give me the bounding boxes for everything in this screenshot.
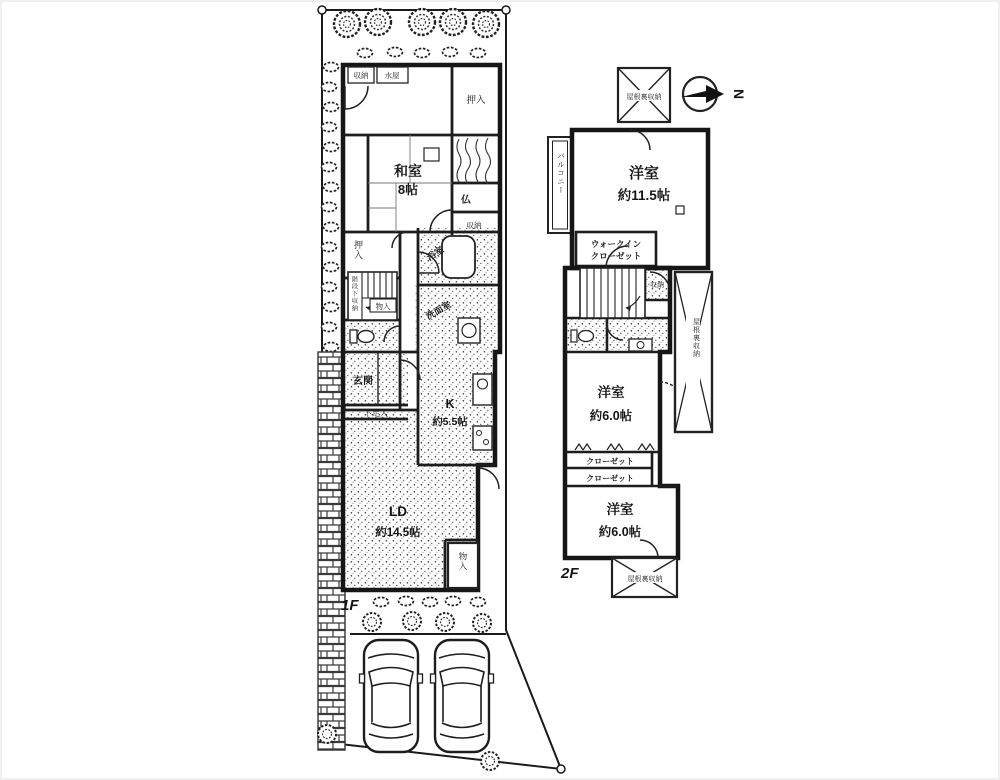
basin-icon bbox=[629, 339, 652, 351]
shuno-e-label: 収納 bbox=[466, 221, 482, 230]
toilet-2f-icon bbox=[571, 330, 594, 342]
wic-label-1: ウォークイン bbox=[590, 239, 642, 249]
balcony bbox=[548, 137, 572, 233]
tokobashira-box bbox=[424, 148, 439, 161]
main-room-size: 約11.5帖 bbox=[617, 188, 671, 203]
balcony-label: バルコニー bbox=[556, 152, 566, 195]
bush-icon bbox=[481, 752, 499, 770]
mid-room-size: 約6.0帖 bbox=[589, 409, 633, 423]
attic-bottom-box bbox=[612, 558, 677, 597]
mizuya-label: 水屋 bbox=[384, 71, 400, 80]
attic-side-strip bbox=[675, 272, 712, 432]
bush-row-icons bbox=[363, 612, 491, 632]
plan-2f bbox=[548, 68, 747, 597]
car-icon bbox=[360, 640, 423, 752]
bush-icon bbox=[318, 725, 336, 743]
oshiire-w-label: 押入 bbox=[353, 240, 363, 260]
attic-top-box bbox=[618, 68, 670, 122]
kitchen-size: 約5.5帖 bbox=[432, 416, 468, 428]
ld-size: 約14.5帖 bbox=[375, 527, 421, 539]
stairs-2f-icon bbox=[580, 268, 645, 318]
tree-icons bbox=[334, 9, 499, 37]
wic-label-2: クローゼット bbox=[590, 251, 642, 261]
window-marks bbox=[575, 444, 654, 450]
shrub-column-left bbox=[322, 63, 339, 352]
compass-north-label: N bbox=[731, 88, 747, 100]
attic-top-label: 屋根裏収納 bbox=[626, 94, 662, 101]
washer-icon bbox=[458, 318, 480, 343]
kitchen-sink-icon bbox=[473, 374, 492, 405]
kitchen-label: K bbox=[445, 397, 455, 411]
main-room-label: 洋室 bbox=[628, 165, 660, 182]
tokonoma-pattern bbox=[457, 138, 491, 184]
btm-room-size: 約6.0帖 bbox=[598, 525, 642, 539]
attic-bottom-label: 屋根裏収納 bbox=[627, 576, 663, 583]
bathtub-icon bbox=[442, 236, 475, 278]
oshiire-ne-label: 押入 bbox=[466, 95, 486, 106]
shrub-row-bottom bbox=[374, 597, 486, 607]
washitsu-size: 8帖 bbox=[397, 182, 419, 197]
floor-label-2f: 2F bbox=[561, 565, 579, 582]
stair-storage-label: 階段下収納 bbox=[350, 276, 358, 312]
washitsu-label: 和室 bbox=[394, 163, 422, 179]
ld-label: LD bbox=[389, 504, 407, 519]
closet1-label: クローゼット bbox=[586, 457, 634, 466]
shuno-top-label: 収納 bbox=[353, 71, 369, 80]
car-icon bbox=[431, 640, 494, 752]
washroom-label: 洗面室 bbox=[424, 299, 453, 322]
monoire-stairs-label: 物入 bbox=[375, 302, 391, 311]
stove-icon bbox=[473, 426, 492, 450]
floor-label-1f: 1F bbox=[341, 597, 359, 614]
building-1f bbox=[343, 65, 500, 590]
shoe-box-label: 下足入 bbox=[364, 409, 388, 418]
bath-label: 浴室 bbox=[425, 244, 446, 263]
closet2-label: クローゼット bbox=[586, 474, 634, 483]
attic-side-label: 屋根裏収納 bbox=[692, 318, 700, 358]
shuno-2f-label: 収納 bbox=[650, 282, 664, 289]
shrub-row-top bbox=[358, 48, 486, 58]
monoire-ld-label: 物入 bbox=[458, 552, 468, 571]
mid-room-label: 洋室 bbox=[597, 385, 625, 400]
compass-icon bbox=[681, 77, 747, 111]
pillar-box bbox=[676, 206, 684, 214]
toilet-1f-icon bbox=[350, 330, 374, 343]
btm-room-label: 洋室 bbox=[606, 502, 634, 517]
site-plan-1f bbox=[318, 6, 565, 773]
genkan-label: 玄関 bbox=[353, 376, 373, 387]
butsudan-label: 仏 bbox=[461, 195, 471, 206]
